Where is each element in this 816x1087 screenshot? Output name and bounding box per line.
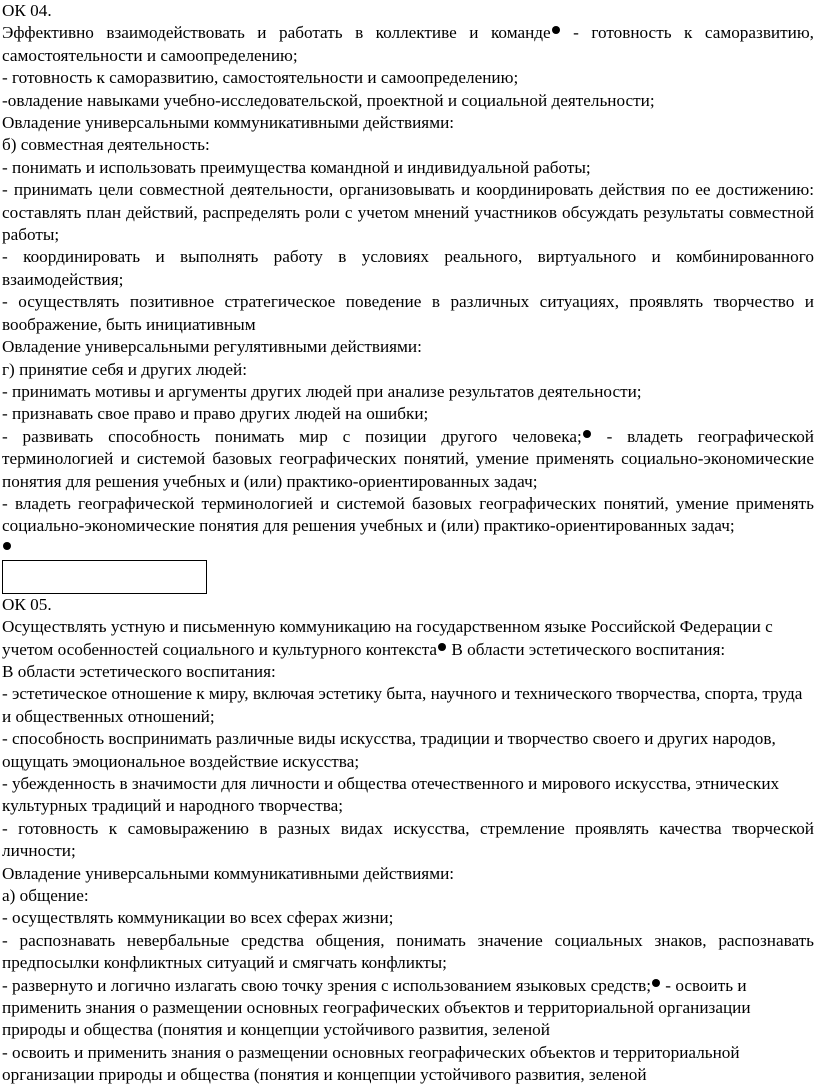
ok04-line-5: - принимать цели совместной деятельности, организовывать и координировать действия по ее достижению: составлять план действий, распределять роли с учетом мнений участников обсуждать результаты совместной работы;: [2, 180, 814, 245]
empty-table-cell: [2, 560, 207, 594]
ok04-line-0: - готовность к саморазвитию, самостоятельности и самоопределению;: [2, 68, 519, 88]
ok05-line-1: - эстетическое отношение к миру, включая эстетику быта, научного и технического творчества, спорта, труда и общественных отношений;: [2, 684, 803, 726]
ok04-line-4: - понимать и использовать преимущества командной и индивидуальной работы;: [2, 157, 591, 177]
ok04-title: [2, 22, 814, 67]
ok04-line-10: - принимать мотивы и аргументы других людей при анализе результатов деятельности;: [2, 381, 642, 401]
ok05-line-8: - распознавать невербальные средства общения, понимать значение социальных знаков, распознавать предпосылки конфликтных ситуаций и смягчать конфликты;: [2, 930, 814, 973]
ok04-mixed-line-b: - владеть географической терминологией и системой базовых географических понятий, умение применять социально-экономические понятия для решения учебных и (или) практико-ориентированных задач;: [2, 426, 814, 491]
ok04-mixed-line: [2, 426, 814, 493]
ok05-code: ОК 05.: [2, 594, 52, 614]
ok04-line-9: г) принятие себя и других людей:: [2, 359, 248, 379]
ok04-title-tail: - готовность к саморазвитию, самостоятельности и самоопределению;: [2, 23, 814, 65]
ok05-title-tail: В области эстетического воспитания:: [447, 639, 726, 659]
ok05-line-3: - убежденность в значимости для личности и общества отечественного и мирового искусства, этнических культурных традиций и народного творчества;: [2, 774, 780, 816]
ok04-line-11: - признавать свое право и право других людей на ошибки;: [2, 404, 429, 424]
bullet-dot-icon: [552, 26, 560, 34]
ok05-mixed-line-a: - развернуто и логично излагать свою точку зрения с использованием языковых средств;: [2, 975, 651, 995]
ok05-last-line: - освоить и применить знания о размещении основных географических объектов и территориальной организации природы и общества (понятия и концепции устойчивого развития, зеленой: [2, 1042, 740, 1085]
bullet-dot-icon: [583, 430, 591, 438]
ok04-code: ОК 04.: [2, 1, 52, 20]
ok05-title-text: Осуществлять устную и письменную коммуникацию на государственном языке Российской Федерации с учетом особенностей социального и культурного контекста: [2, 617, 773, 659]
ok04-title-text: Эффективно взаимодействовать и работать в коллективе и команде: [2, 23, 551, 43]
ok04-line-3: б) совместная деятельность:: [2, 135, 210, 155]
ok05-mixed-line-b: - освоить и применить знания о размещении основных географических объектов и территориальной организации природы и общества (понятия и концепции устойчивого развития, зеленой: [2, 975, 751, 1040]
bullet-dot-icon: [438, 643, 446, 651]
ok04-line-8: Овладение универсальными регулятивными действиями:: [2, 337, 422, 357]
ok05-title: [2, 616, 814, 661]
bullet-dot-icon: [3, 542, 11, 550]
ok05-line-2: - способность воспринимать различные виды искусства, традиции и творчество своего и других народов, ощущать эмоциональное воздействие искусства;: [2, 729, 776, 771]
ok05-line-7: - осуществлять коммуникации во всех сферах жизни;: [2, 908, 394, 928]
ok04-mixed-line-a: - развивать способность понимать мир с позиции другого человека;: [2, 426, 582, 446]
ok04-line-6: - координировать и выполнять работу в условиях реального, виртуального и комбинированного взаимодействия;: [2, 247, 814, 289]
bullet-dot-icon: [652, 979, 660, 987]
ok04-line-2: Овладение универсальными коммуникативными действиями:: [2, 113, 455, 133]
ok05-mixed-line: [2, 975, 814, 1042]
ok04-line-7: - осуществлять позитивное стратегическое поведение в различных ситуациях, проявлять творчество и воображение, быть инициативным: [2, 292, 814, 334]
ok04-line-1: -овладение навыками учебно-исследовательской, проектной и социальной деятельности;: [2, 90, 655, 110]
ok05-line-5: Овладение универсальными коммуникативными действиями:: [2, 863, 455, 883]
ok05-line-6: а) общение:: [2, 886, 89, 906]
ok05-line-0: В области эстетического воспитания:: [2, 661, 276, 681]
ok04-last-line: - владеть географической терминологией и системой базовых географических понятий, умение применять социально-экономические понятия для решения учебных и (или) практико-ориентированных задач;: [2, 493, 814, 536]
bullet-row: [2, 538, 814, 560]
ok05-line-4: - готовность к самовыражению в разных видах искусства, стремление проявлять качества творческой личности;: [2, 818, 814, 861]
